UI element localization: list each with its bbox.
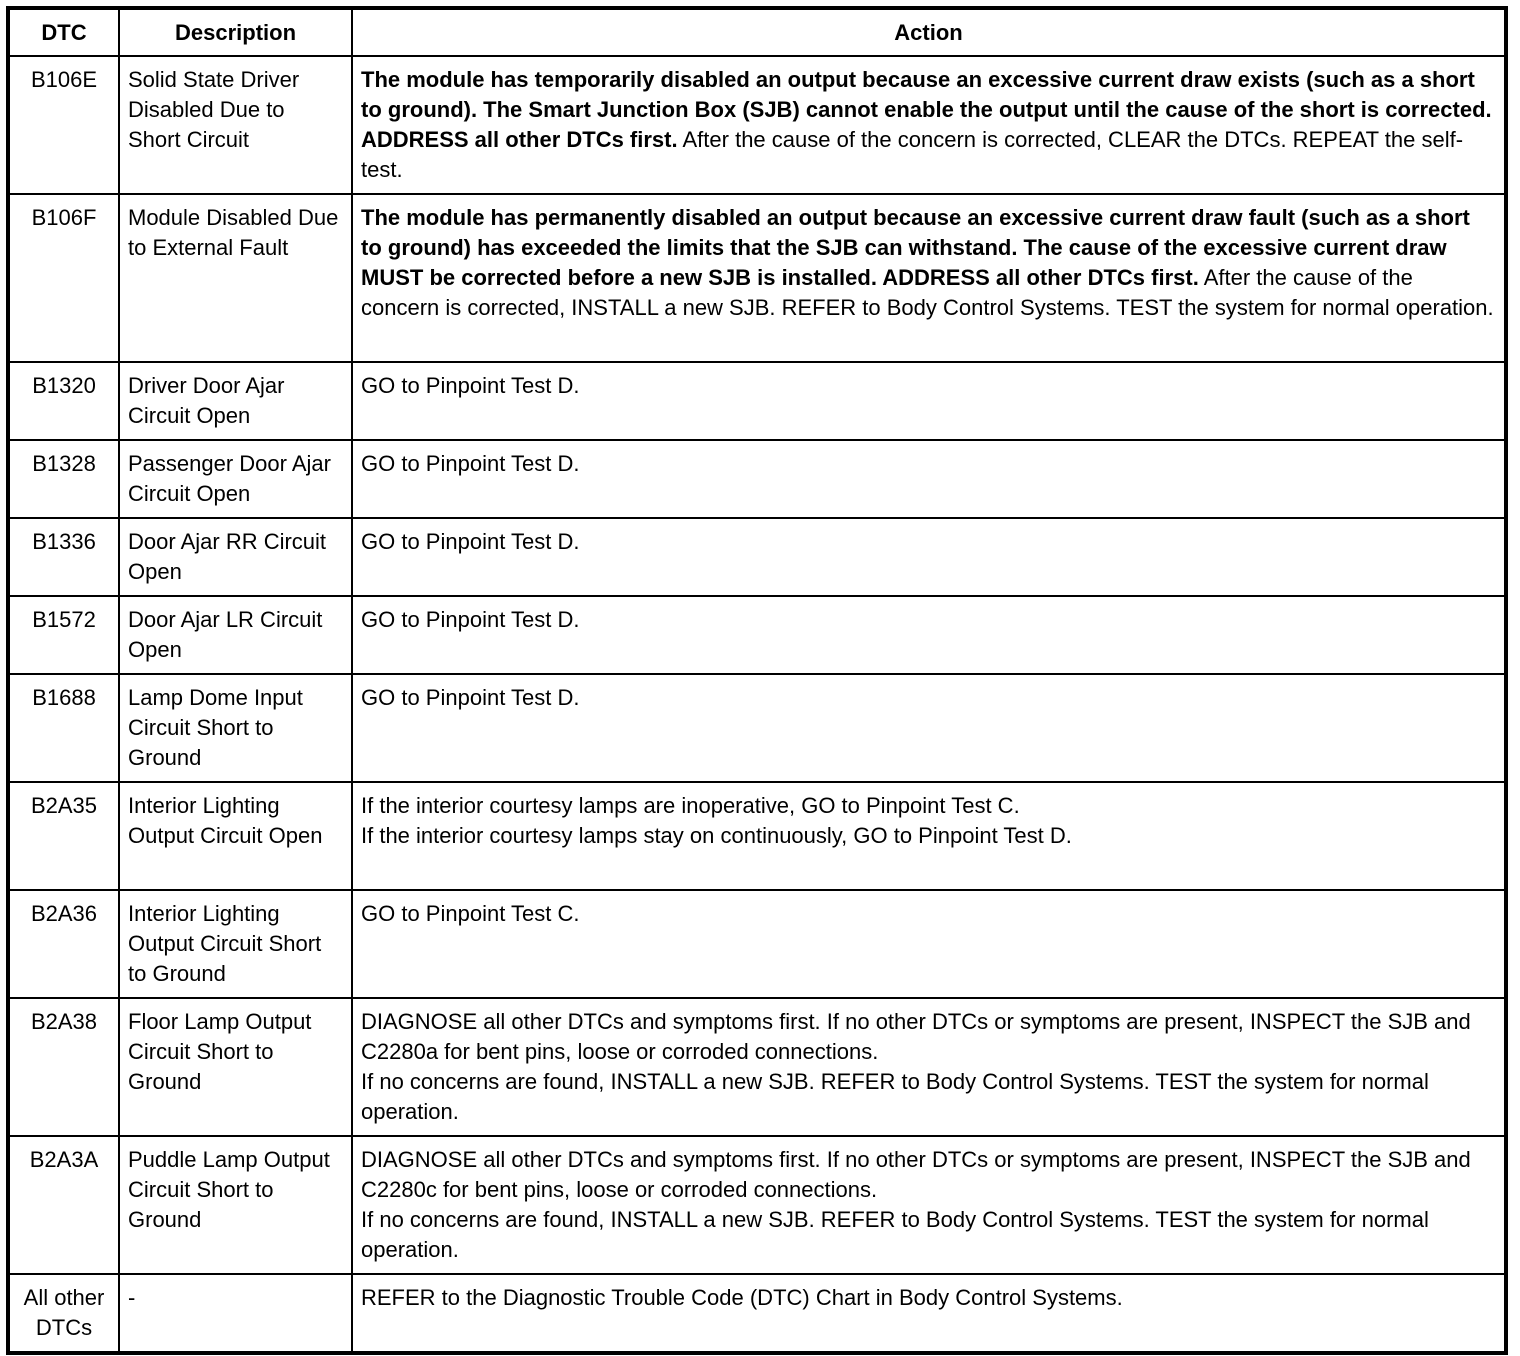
dtc-code: B2A36 (8, 890, 119, 998)
action-bold-text: The module has permanently disabled an output because an excessive current draw fault (such as a short to ground) has exceeded the limits that the SJB can withstand. The cause of the excessive current draw MUST be corrected before a new SJB is installed. ADDRESS all other DTCs first. (361, 205, 1470, 290)
action-text: If no concerns are found, INSTALL a new SJB. REFER to Body Control Systems. TEST the system for normal operation. (361, 1069, 1429, 1124)
action-paragraph (361, 791, 1496, 821)
action-text: If the interior courtesy lamps are inoperative, GO to Pinpoint Test C. (361, 793, 1020, 818)
action-paragraph (361, 683, 1496, 713)
table-row (8, 518, 1506, 596)
action-text: If the interior courtesy lamps stay on continuously, GO to Pinpoint Test D. (361, 823, 1072, 848)
dtc-action (352, 1274, 1506, 1353)
dtc-action (352, 440, 1506, 518)
action-paragraph (361, 1205, 1496, 1265)
dtc-action (352, 518, 1506, 596)
dtc-code: B1320 (8, 362, 119, 440)
action-text: DIAGNOSE all other DTCs and symptoms first. If no other DTCs or symptoms are present, INSPECT the SJB and C2280a for bent pins, loose or corroded connections. (361, 1009, 1471, 1064)
dtc-description: Driver Door Ajar Circuit Open (119, 362, 352, 440)
table-row (8, 1136, 1506, 1274)
action-text: GO to Pinpoint Test D. (361, 529, 580, 554)
dtc-code: B1328 (8, 440, 119, 518)
action-paragraph (361, 605, 1496, 635)
dtc-code: B1572 (8, 596, 119, 674)
action-paragraph (361, 899, 1496, 929)
table-row (8, 782, 1506, 890)
action-text: REFER to the Diagnostic Trouble Code (DTC) Chart in Body Control Systems. (361, 1285, 1123, 1310)
action-paragraph (361, 1145, 1496, 1205)
action-text: If no concerns are found, INSTALL a new SJB. REFER to Body Control Systems. TEST the system for normal operation. (361, 1207, 1429, 1262)
table-body (8, 56, 1506, 1353)
dtc-description: Puddle Lamp Output Circuit Short to Ground (119, 1136, 352, 1274)
dtc-action (352, 674, 1506, 782)
dtc-action (352, 194, 1506, 362)
dtc-description: Interior Lighting Output Circuit Short to Ground (119, 890, 352, 998)
dtc-description: Passenger Door Ajar Circuit Open (119, 440, 352, 518)
dtc-action (352, 998, 1506, 1136)
header-action: Action (352, 8, 1506, 56)
action-text: GO to Pinpoint Test D. (361, 607, 580, 632)
action-text: GO to Pinpoint Test D. (361, 373, 580, 398)
dtc-code: B1688 (8, 674, 119, 782)
action-text: DIAGNOSE all other DTCs and symptoms first. If no other DTCs or symptoms are present, INSPECT the SJB and C2280c for bent pins, loose or corroded connections. (361, 1147, 1471, 1202)
dtc-code: B2A3A (8, 1136, 119, 1274)
dtc-action (352, 362, 1506, 440)
dtc-description: - (119, 1274, 352, 1353)
action-paragraph (361, 203, 1496, 323)
dtc-table (6, 6, 1508, 1355)
table-row (8, 998, 1506, 1136)
table-row (8, 1274, 1506, 1353)
dtc-action (352, 1136, 1506, 1274)
action-paragraph (361, 1283, 1496, 1313)
dtc-code: B1336 (8, 518, 119, 596)
action-bold-text: The module has temporarily disabled an output because an excessive current draw exists (such as a short to ground). The Smart Junction Box (SJB) cannot enable the output until the cause of the short is corrected. ADDRESS all other DTCs first. (361, 67, 1492, 152)
dtc-code: B106F (8, 194, 119, 362)
action-text: GO to Pinpoint Test D. (361, 451, 580, 476)
dtc-action (352, 890, 1506, 998)
table-row (8, 194, 1506, 362)
table-row (8, 596, 1506, 674)
action-paragraph (361, 65, 1496, 185)
dtc-code: B2A35 (8, 782, 119, 890)
action-text: After the cause of the concern is corrected, INSTALL a new SJB. REFER to Body Control Systems. TEST the system for normal operation. (361, 265, 1494, 320)
action-paragraph (361, 449, 1496, 479)
header-dtc: DTC (8, 8, 119, 56)
action-paragraph (361, 1067, 1496, 1127)
dtc-description: Floor Lamp Output Circuit Short to Ground (119, 998, 352, 1136)
dtc-action (352, 782, 1506, 890)
table-row (8, 890, 1506, 998)
action-paragraph (361, 371, 1496, 401)
dtc-action (352, 596, 1506, 674)
dtc-code: B106E (8, 56, 119, 194)
table-row (8, 362, 1506, 440)
dtc-description: Door Ajar RR Circuit Open (119, 518, 352, 596)
action-text: GO to Pinpoint Test C. (361, 901, 580, 926)
table-row (8, 674, 1506, 782)
action-text: GO to Pinpoint Test D. (361, 685, 580, 710)
header-row (8, 8, 1506, 56)
dtc-code: All other DTCs (8, 1274, 119, 1353)
dtc-description: Lamp Dome Input Circuit Short to Ground (119, 674, 352, 782)
action-text: After the cause of the concern is corrected, CLEAR the DTCs. REPEAT the self-test. (361, 127, 1464, 182)
action-paragraph (361, 821, 1496, 851)
table-row (8, 440, 1506, 518)
dtc-description: Solid State Driver Disabled Due to Short Circuit (119, 56, 352, 194)
dtc-action (352, 56, 1506, 194)
header-description: Description (119, 8, 352, 56)
dtc-code: B2A38 (8, 998, 119, 1136)
action-paragraph (361, 1007, 1496, 1067)
dtc-description: Door Ajar LR Circuit Open (119, 596, 352, 674)
table-row (8, 56, 1506, 194)
dtc-description: Interior Lighting Output Circuit Open (119, 782, 352, 890)
dtc-description: Module Disabled Due to External Fault (119, 194, 352, 362)
action-paragraph (361, 527, 1496, 557)
